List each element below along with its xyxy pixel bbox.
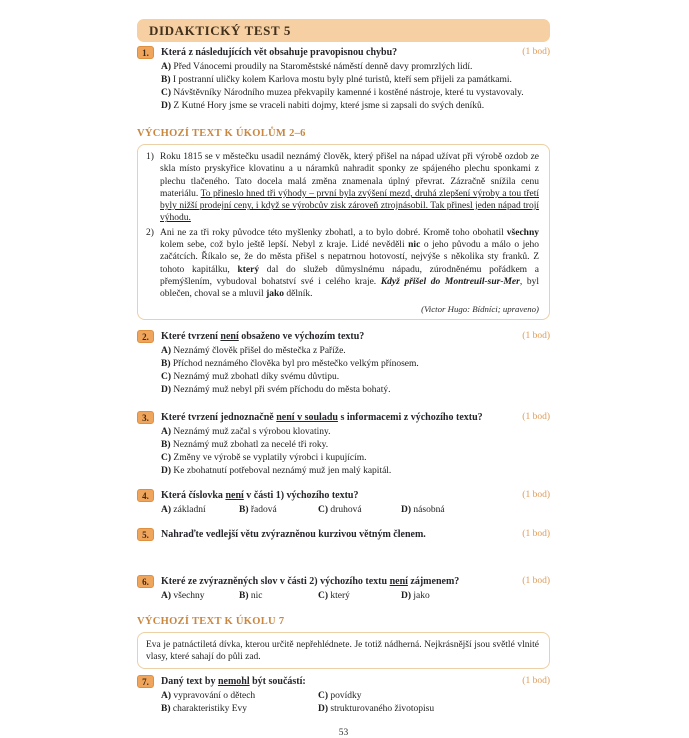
question-prompt — [161, 575, 514, 588]
option-item — [161, 590, 239, 603]
question-2 — [137, 330, 550, 397]
option-text: druhová — [328, 504, 362, 515]
option-text: Neznámý muž zbohatl za necelé tři roky. — [170, 439, 329, 450]
option-text: Příchod neznámého člověka byl pro městečko velkým přínosem. — [170, 358, 419, 369]
question-row — [137, 330, 550, 343]
options-list — [161, 426, 550, 478]
option-text: Neznámý člověk přišel do městečka z Paříže. — [171, 345, 346, 356]
option-item — [401, 504, 550, 517]
question-3 — [137, 411, 550, 478]
option-item — [401, 590, 550, 603]
option-text: Ke zbohatnutí potřeboval neznámý muž jen malý kapitál. — [171, 465, 392, 476]
question-7 — [137, 675, 550, 716]
paragraph-text — [146, 639, 539, 664]
option-letter: C) — [161, 371, 172, 382]
source-text-tasks-2-6 — [137, 128, 550, 320]
question-row — [137, 528, 550, 541]
text-segment: To přineslo hned tři výhody – první byla zvýšení mezd, druhá zlepšení výroby a tou třetí byly nižší prodejní ceny, i když se výrobcův zisk zároveň ztrojnásobil. Tak přinesl jeden nápad trojí výhodu. — [160, 188, 539, 224]
option-item — [161, 74, 550, 87]
option-letter: D) — [401, 504, 412, 515]
option-letter: D) — [161, 384, 172, 395]
source-text-box — [137, 632, 550, 670]
option-text: řadová — [248, 504, 277, 515]
text-segment: není — [220, 330, 239, 342]
option-text: strukturovaného životopisu — [328, 704, 435, 715]
paragraph-marker: 1) — [146, 152, 154, 162]
text-segment: jako — [266, 289, 285, 300]
source-text-task-7 — [137, 616, 550, 670]
option-item — [161, 371, 550, 384]
question-number-badge: 1. — [137, 46, 154, 59]
option-item — [161, 61, 550, 74]
question-number-badge: 3. — [137, 411, 154, 424]
option-letter: A) — [161, 426, 172, 437]
option-item — [161, 504, 239, 517]
text-segment: není v souladu — [276, 411, 338, 423]
points-label: (1 bod) — [522, 330, 550, 341]
option-letter: B) — [239, 504, 249, 515]
options-list — [161, 690, 550, 716]
text-segment: s informacemi z výchozího textu? — [337, 411, 483, 423]
option-item — [318, 504, 401, 517]
question-5 — [137, 528, 550, 573]
text-segment: který — [237, 264, 260, 275]
text-segment: v části 1) výchozího textu? — [243, 489, 359, 501]
text-segment: Nahraďte vedlejší větu zvýrazněnou kurzivou větným členem. — [161, 528, 426, 540]
text-segment: nic — [408, 240, 421, 251]
option-text: jako — [411, 590, 430, 601]
option-letter: C) — [318, 504, 329, 515]
option-letter: B) — [239, 590, 249, 601]
question-number-badge: 4. — [137, 489, 154, 502]
text-segment: zájmenem? — [407, 575, 460, 587]
question-prompt — [161, 675, 514, 688]
option-letter: A) — [161, 345, 172, 356]
option-item — [239, 590, 318, 603]
option-item — [161, 452, 550, 465]
question-prompt — [161, 528, 514, 541]
question-row — [137, 575, 550, 588]
option-text: charakteristiky Evy — [170, 704, 248, 715]
option-letter: C) — [161, 88, 172, 98]
option-item — [161, 345, 550, 358]
question-number-badge: 6. — [137, 575, 154, 588]
option-text: Z Kutné Hory jsme se vraceli nabiti dojmy, které jsme si zapsali do svých deníků. — [171, 101, 485, 111]
option-letter: A) — [161, 691, 172, 702]
text-segment: Která číslovka — [161, 489, 226, 501]
text-segment: Které ze zvýrazněných slov v části 2) výchozího textu — [161, 575, 390, 587]
text-segment: Když přišel do Montreuil-sur-Mer — [380, 276, 520, 287]
option-text: Neznámý muž zbohatl díky svému důvtipu. — [171, 371, 340, 382]
test-page — [137, 19, 550, 738]
option-item — [239, 504, 318, 517]
option-text: Neznámý muž nebyl při svém příchodu do města bohatý. — [171, 384, 391, 395]
text-segment: není — [225, 489, 244, 501]
points-label: (1 bod) — [522, 528, 550, 539]
test-title-banner — [137, 19, 550, 42]
option-item — [318, 703, 550, 716]
option-letter: B) — [161, 358, 171, 369]
points-label: (1 bod) — [522, 411, 550, 422]
text-segment: Eva je patnáctiletá dívka, kterou určitě nepřehlédnete. Je totiž nádherná. Nejkrásnější jsou světlé vlnité vlasy, které sahají do půli zad. — [146, 639, 539, 662]
text-segment: dělník. — [284, 289, 313, 300]
option-text: Před Vánocemi proudily na Staroměstské náměstí denně davy promrzlých lidí. — [171, 62, 473, 72]
option-text: který — [328, 590, 350, 601]
option-text: Návštěvníky Národního muzea překvapily kamenné i kostěné nástroje, které tu vystavovaly. — [171, 88, 524, 98]
option-letter: A) — [161, 504, 172, 515]
page-title: DIDAKTICKÝ TEST 5 — [149, 23, 291, 38]
text-segment: Roku 1815 se v městečku usadil neznámý člověk, který přišel na nápad užívat při výrobě ozdob ze skla místo pryskyřice klovatinu a u náramků nahradit sponky ze spájeného plechu sponkami z plechu tlačeného. Tato docela malá změna znamenala úplný převrat. Zázračně snížila cenu materiálu. — [160, 152, 539, 199]
question-row — [137, 675, 550, 688]
paragraph-text — [160, 151, 539, 225]
paragraph-text — [160, 227, 539, 301]
source-paragraph — [146, 639, 539, 664]
option-item — [161, 703, 318, 716]
question-1 — [137, 46, 550, 113]
option-letter: D) — [161, 465, 172, 476]
options-list — [161, 61, 550, 113]
option-letter: C) — [318, 691, 329, 702]
question-prompt — [161, 489, 514, 502]
option-letter: D) — [401, 590, 412, 601]
option-letter: B) — [161, 75, 171, 85]
option-item — [161, 439, 550, 452]
source-paragraph — [146, 151, 539, 225]
paragraph-marker: 2) — [146, 227, 154, 238]
question-prompt — [161, 411, 514, 424]
option-item — [161, 384, 550, 397]
option-item — [161, 87, 550, 100]
option-item — [318, 690, 550, 703]
text-segment: všechny — [506, 227, 539, 238]
option-letter: C) — [318, 590, 329, 601]
points-label: (1 bod) — [522, 575, 550, 586]
text-segment: být součástí: — [249, 676, 306, 688]
options-list — [161, 590, 550, 603]
option-item — [161, 690, 318, 703]
option-item — [161, 100, 550, 113]
option-letter: C) — [161, 452, 172, 463]
option-item — [161, 358, 550, 371]
question-number-badge: 7. — [137, 675, 154, 688]
option-letter: B) — [161, 704, 171, 715]
text-segment: Které tvrzení — [161, 330, 221, 342]
text-segment: není — [389, 575, 408, 587]
option-letter: A) — [161, 62, 172, 72]
question-6 — [137, 575, 550, 603]
option-text: I postranní uličky kolem Karlova mostu byly plné turistů, kteří sem přijeli za památkami. — [170, 75, 512, 85]
text-segment: Která z následujících vět obsahuje pravopisnou chybu? — [161, 47, 398, 58]
source-text-box — [137, 144, 550, 320]
option-item — [161, 465, 550, 478]
option-letter: B) — [161, 439, 171, 450]
option-text: Změny ve výrobě se vyplatily výrobci i kupujícím. — [171, 452, 367, 463]
text-segment: , byl oblečen, choval se a mluvil — [160, 276, 539, 300]
option-text: nic — [248, 590, 263, 601]
question-prompt — [161, 46, 514, 59]
question-row — [137, 411, 550, 424]
text-segment: nemohl — [217, 676, 250, 688]
options-list — [161, 504, 550, 517]
text-segment: dal do služeb důmyslnému nápadu, zúrodněnému pořádkem a přemýšlením, vybudoval bohatství své i celého kraje. — [160, 264, 540, 287]
answer-write-space — [137, 541, 550, 573]
option-letter: A) — [161, 590, 172, 601]
question-4 — [137, 489, 550, 517]
points-label: (1 bod) — [522, 47, 550, 57]
option-item — [318, 590, 401, 603]
points-label: (1 bod) — [522, 676, 550, 687]
option-text: všechny — [171, 590, 205, 601]
options-list — [161, 345, 550, 397]
text-segment: obsaženo ve výchozím textu? — [238, 330, 365, 342]
page-number: 53 — [338, 728, 349, 738]
question-row — [137, 489, 550, 502]
option-text: násobná — [411, 504, 445, 515]
option-text: vypravování o dětech — [171, 691, 256, 702]
question-number-badge: 2. — [137, 330, 154, 343]
question-number-badge: 5. — [137, 528, 154, 541]
question-row — [137, 46, 550, 59]
option-letter: D) — [318, 704, 329, 715]
option-text: povídky — [328, 691, 362, 702]
source-attribution: (Victor Hugo: Bídníci; upraveno) — [421, 303, 539, 314]
points-label: (1 bod) — [522, 489, 550, 500]
text-segment: Které tvrzení jednoznačně — [161, 411, 277, 423]
option-item — [161, 426, 550, 439]
text-segment: Daný text by — [161, 676, 218, 688]
option-text: Neznámý muž začal s výrobou klovatiny. — [171, 426, 331, 437]
option-letter: D) — [161, 101, 172, 111]
source-text-heading: VÝCHOZÍ TEXT K ÚKOLŮM 2–6 — [137, 128, 306, 139]
question-prompt — [161, 330, 514, 343]
text-segment: Ani ne za tři roky původce této myšlenky zbohatl, a to bylo dobré. Kromě toho obohatil — [160, 227, 507, 238]
text-segment: o jeho původu a málo o jeho začátcích. Říkalo se, že do města přišel s nepatrnou hotovostí, nejvýše s několika sty franků. Z tohoto kapitálku, — [160, 240, 539, 275]
source-text-heading: VÝCHOZÍ TEXT K ÚKOLU 7 — [137, 615, 285, 627]
option-text: základní — [171, 504, 206, 515]
source-paragraph — [146, 227, 539, 301]
text-segment: kolem sebe, což bylo ještě lepší. Nebyl z kraje. Lidé nevěděli — [160, 240, 409, 251]
